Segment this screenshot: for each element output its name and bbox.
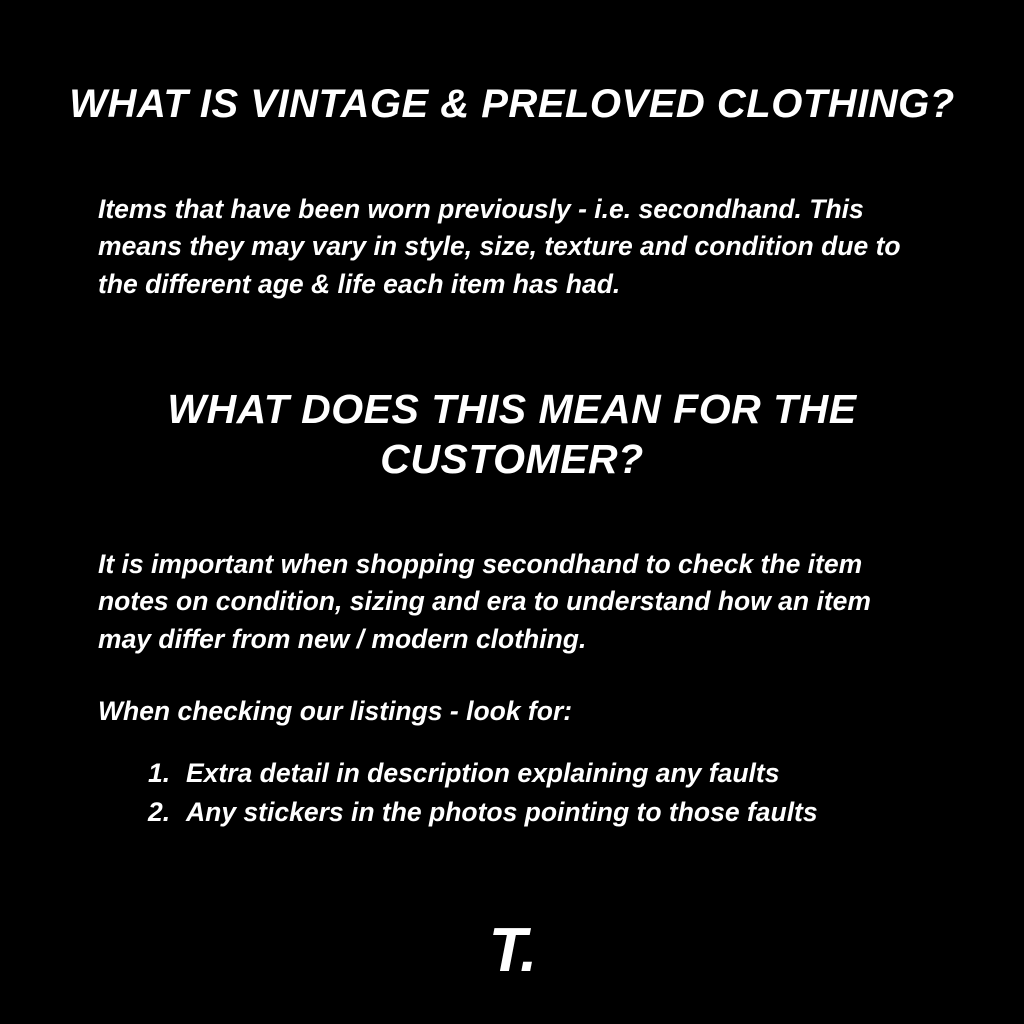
section-two-heading: WHAT DOES THIS MEAN FOR THE CUSTOMER? [167, 385, 857, 482]
section-one-heading: WHAT IS VINTAGE & PRELOVED CLOTHING? [69, 82, 955, 126]
section-two-body: It is important when shopping secondhand to check the item notes on condition, sizing and era to understand how an item may differ from new / modern clothing. [98, 548, 871, 654]
faults-checklist [60, 754, 964, 831]
brand-logo-mark: T. [488, 916, 536, 985]
list-item: Extra detail in description explaining any faults [186, 758, 780, 789]
brand-logo [0, 916, 1024, 985]
list-item: Any stickers in the photos pointing to those faults [186, 796, 818, 827]
section-two [60, 384, 964, 832]
section-two-prompt: When checking our listings - look for: [98, 695, 573, 726]
section-one-body: Items that have been worn previously - i.e. secondhand. This means they may vary in style, size, texture and condition due to the different age & life each item has had. [98, 193, 901, 300]
